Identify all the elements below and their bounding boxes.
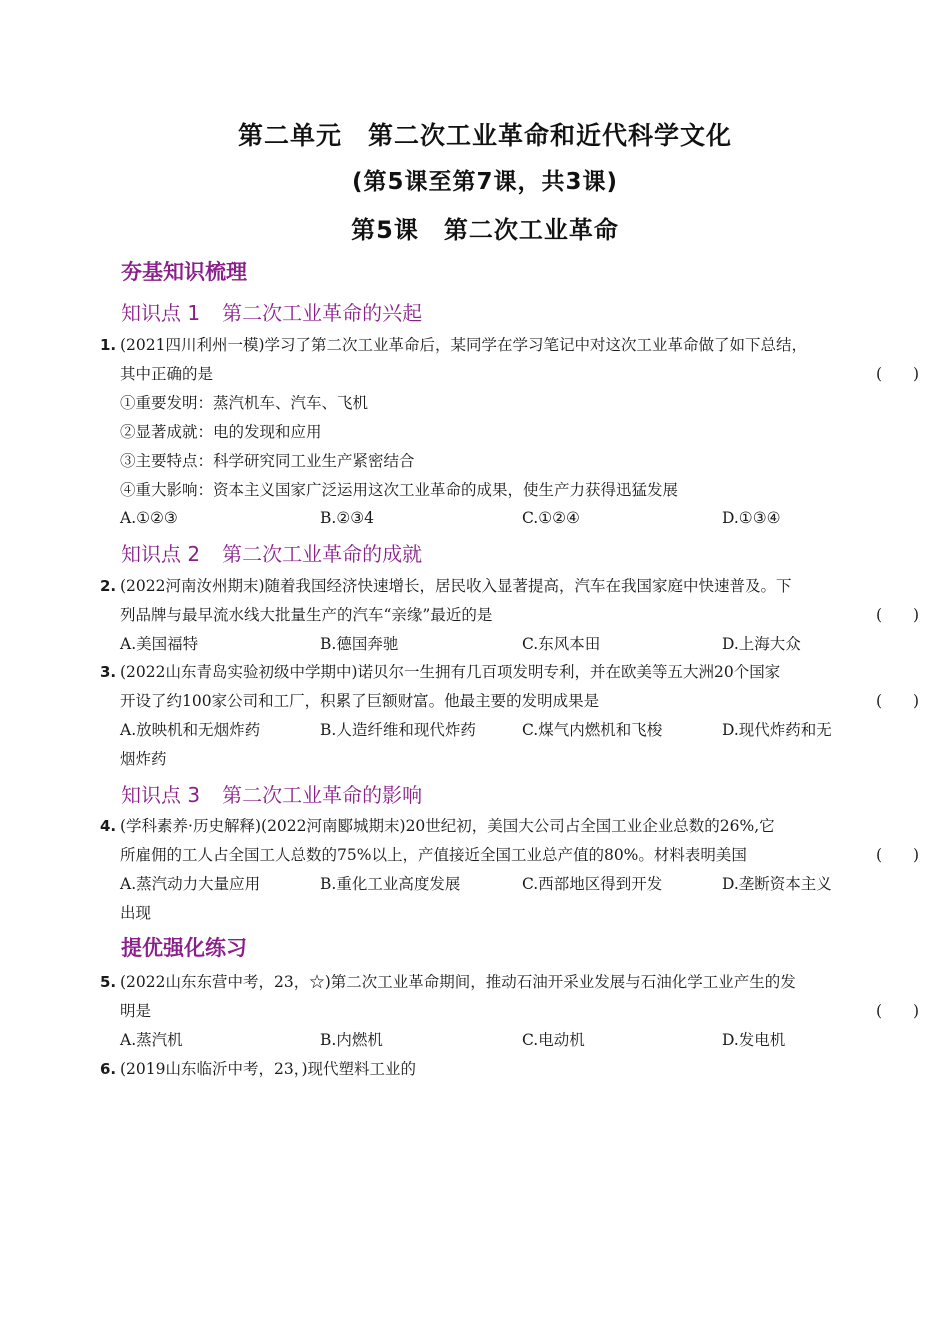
question-3-line-1: (2022山东青岛实验初级中学期中)诺贝尔一生拥有几百项发明专利，并在欧美等五大洲20个国家 [120,663,781,681]
question-2-option-b[interactable]: B.德国奔驰 [320,635,399,653]
question-2-option-a[interactable]: A.美国福特 [120,635,199,653]
question-1-option-b[interactable]: B.②③4 [320,509,374,527]
question-1-line-1: (2021四川利州一模)学习了第二次工业革命后，某同学在学习笔记中对这次工业革命做了如下总结， [120,336,808,354]
knowledge-point-title: 第二次工业革命的兴起 [222,301,423,325]
knowledge-point-2 [121,538,422,567]
question-5-line-1: (2022山东东营中考，23，☆)第二次工业革命期间，推动石油开采业发展与石油化学工业产生的发 [120,973,796,991]
answer-blank-1[interactable]: ( ) [876,365,920,383]
question-1-statement-3: ③主要特点：科学研究同工业生产紧密结合 [120,452,415,470]
question-4-line-1: (学科素养·历史解释)(2022河南郾城期末)20世纪初，美国大公司占全国工业企业总数的26%,它 [120,817,775,835]
question-1-option-d[interactable]: D.①③④ [722,509,781,527]
question-3-option-d[interactable]: D.现代炸药和无 [722,721,832,739]
question-4-option-d[interactable]: D.垄断资本主义 [722,875,832,893]
question-5-option-b[interactable]: B.内燃机 [320,1031,383,1049]
knowledge-point-label: 知识点 3 [121,783,201,807]
question-1-option-c[interactable]: C.①②④ [522,509,580,527]
knowledge-point-title: 第二次工业革命的成就 [222,542,423,566]
question-5-option-c[interactable]: C.电动机 [522,1031,585,1049]
question-3-option-c[interactable]: C.煤气内燃机和飞梭 [522,721,663,739]
question-4-option-b[interactable]: B.重化工业高度发展 [320,875,461,893]
unit-title: 第二单元 第二次工业革命和近代科学文化 [237,121,732,150]
question-number-4: 4. [100,817,117,835]
question-1-statement-2: ②显著成就：电的发现和应用 [120,423,322,441]
question-4-line-2: 所雇佣的工人占全国工人总数的75%以上，产值接近全国工业总产值的80%。材料表明美国 [120,846,747,864]
answer-blank-3[interactable]: ( ) [876,692,920,710]
knowledge-point-1 [121,297,422,326]
question-3-line-2: 开设了约100家公司和工厂，积累了巨额财富。他最主要的发明成果是 [120,692,600,710]
question-1-statement-1: ①重要发明：蒸汽机车、汽车、飞机 [120,394,369,412]
question-5-option-a[interactable]: A.蒸汽机 [120,1031,183,1049]
knowledge-point-3 [121,779,422,808]
answer-blank-2[interactable]: ( ) [876,606,920,624]
answer-blank-4[interactable]: ( ) [876,846,920,864]
section-basics: 夯基知识梳理 [121,260,247,284]
question-number-1: 1. [100,336,117,354]
question-5-line-2: 明是 [120,1002,152,1020]
question-4-option-c[interactable]: C.西部地区得到开发 [522,875,663,893]
question-2-option-d[interactable]: D.上海大众 [722,635,801,653]
knowledge-point-title: 第二次工业革命的影响 [222,783,423,807]
question-4-option-d-continuation: 出现 [120,904,152,922]
unit-range: (第5课至第7课，共3课) [351,169,619,195]
knowledge-point-label: 知识点 1 [121,301,201,325]
question-5-option-d[interactable]: D.发电机 [722,1031,786,1049]
question-3-option-d-continuation: 烟炸药 [120,750,167,768]
question-3-option-a[interactable]: A.放映机和无烟炸药 [120,721,261,739]
question-2-line-2: 列品牌与最早流水线大批量生产的汽车“亲缘”最近的是 [120,606,493,624]
question-number-2: 2. [100,577,117,595]
question-2-option-c[interactable]: C.东风本田 [522,635,601,653]
question-4-option-a[interactable]: A.蒸汽动力大量应用 [120,875,261,893]
question-number-6: 6. [100,1060,117,1078]
question-number-5: 5. [100,973,117,991]
question-1-option-a[interactable]: A.①②③ [120,509,178,527]
lesson-title: 第5课 第二次工业革命 [351,216,619,244]
knowledge-point-label: 知识点 2 [121,542,201,566]
answer-blank-5[interactable]: ( ) [876,1002,920,1020]
question-3-option-b[interactable]: B.人造纤维和现代炸药 [320,721,476,739]
question-2-line-1: (2022河南汝州期末)随着我国经济快速增长，居民收入显著提高，汽车在我国家庭中快速普及。下 [120,577,792,595]
question-1-statement-4: ④重大影响：资本主义国家广泛运用这次工业革命的成果，使生产力获得迅猛发展 [120,481,679,499]
question-6-line-1: (2019山东临沂中考，23，)现代塑料工业的 [120,1060,417,1078]
question-number-3: 3. [100,663,117,681]
section-practice: 提优强化练习 [121,936,247,960]
question-1-line-2: 其中正确的是 [120,365,214,383]
